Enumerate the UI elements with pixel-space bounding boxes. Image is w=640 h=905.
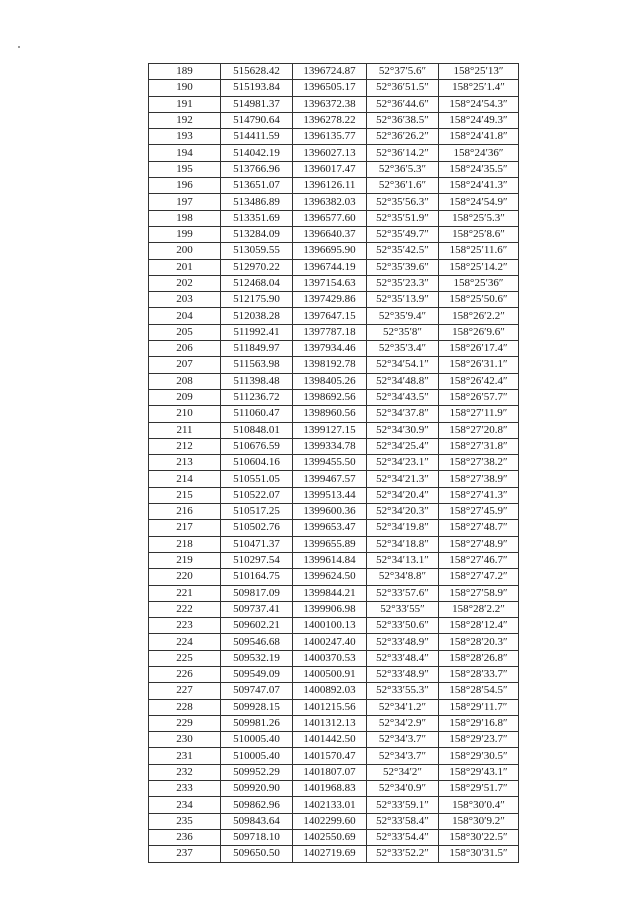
x-coordinate-cell: 513351.69 <box>221 210 293 226</box>
table-row <box>149 699 519 715</box>
point-number-cell: 223 <box>149 618 221 634</box>
longitude-cell: 158°28′54.5″ <box>439 683 519 699</box>
latitude-cell: 52°33′48.9″ <box>367 666 439 682</box>
point-number-cell: 205 <box>149 324 221 340</box>
latitude-cell: 52°34′19.8″ <box>367 520 439 536</box>
y-coordinate-cell: 1400892.03 <box>293 683 367 699</box>
longitude-cell: 158°27′11.9″ <box>439 406 519 422</box>
table-row <box>149 373 519 389</box>
y-coordinate-cell: 1397429.86 <box>293 292 367 308</box>
latitude-cell: 52°35′23.3″ <box>367 275 439 291</box>
point-number-cell: 230 <box>149 732 221 748</box>
x-coordinate-cell: 509650.50 <box>221 846 293 862</box>
y-coordinate-cell: 1396724.87 <box>293 64 367 80</box>
x-coordinate-cell: 509952.29 <box>221 764 293 780</box>
table-row <box>149 80 519 96</box>
point-number-cell: 194 <box>149 145 221 161</box>
x-coordinate-cell: 511563.98 <box>221 357 293 373</box>
table-row <box>149 129 519 145</box>
latitude-cell: 52°35′8″ <box>367 324 439 340</box>
y-coordinate-cell: 1401215.56 <box>293 699 367 715</box>
latitude-cell: 52°35′42.5″ <box>367 243 439 259</box>
coordinates-table <box>148 63 519 863</box>
y-coordinate-cell: 1396027.13 <box>293 145 367 161</box>
point-number-cell: 229 <box>149 715 221 731</box>
scan-speck <box>18 46 20 48</box>
table-row <box>149 96 519 112</box>
point-number-cell: 200 <box>149 243 221 259</box>
y-coordinate-cell: 1402550.69 <box>293 829 367 845</box>
table-row <box>149 438 519 454</box>
point-number-cell: 224 <box>149 634 221 650</box>
latitude-cell: 52°36′5.3″ <box>367 161 439 177</box>
x-coordinate-cell: 509928.15 <box>221 699 293 715</box>
latitude-cell: 52°33′57.6″ <box>367 585 439 601</box>
point-number-cell: 234 <box>149 797 221 813</box>
y-coordinate-cell: 1397934.46 <box>293 341 367 357</box>
table-row <box>149 601 519 617</box>
table-row <box>149 259 519 275</box>
point-number-cell: 226 <box>149 666 221 682</box>
latitude-cell: 52°34′8.8″ <box>367 569 439 585</box>
x-coordinate-cell: 509546.68 <box>221 634 293 650</box>
latitude-cell: 52°35′51.9″ <box>367 210 439 226</box>
y-coordinate-cell: 1396017.47 <box>293 161 367 177</box>
x-coordinate-cell: 510848.01 <box>221 422 293 438</box>
longitude-cell: 158°27′47.2″ <box>439 569 519 585</box>
table-row <box>149 781 519 797</box>
table-row <box>149 406 519 422</box>
x-coordinate-cell: 510604.16 <box>221 455 293 471</box>
longitude-cell: 158°25′1.4″ <box>439 80 519 96</box>
x-coordinate-cell: 514042.19 <box>221 145 293 161</box>
longitude-cell: 158°25′5.3″ <box>439 210 519 226</box>
latitude-cell: 52°35′9.4″ <box>367 308 439 324</box>
point-number-cell: 228 <box>149 699 221 715</box>
y-coordinate-cell: 1401968.83 <box>293 781 367 797</box>
x-coordinate-cell: 513059.55 <box>221 243 293 259</box>
y-coordinate-cell: 1396382.03 <box>293 194 367 210</box>
y-coordinate-cell: 1400370.53 <box>293 650 367 666</box>
y-coordinate-cell: 1396577.60 <box>293 210 367 226</box>
latitude-cell: 52°33′58.4″ <box>367 813 439 829</box>
table-row <box>149 275 519 291</box>
longitude-cell: 158°29′30.5″ <box>439 748 519 764</box>
longitude-cell: 158°27′31.8″ <box>439 438 519 454</box>
point-number-cell: 208 <box>149 373 221 389</box>
table-row <box>149 666 519 682</box>
longitude-cell: 158°30′0.4″ <box>439 797 519 813</box>
longitude-cell: 158°26′9.6″ <box>439 324 519 340</box>
point-number-cell: 204 <box>149 308 221 324</box>
table-row <box>149 634 519 650</box>
y-coordinate-cell: 1401442.50 <box>293 732 367 748</box>
y-coordinate-cell: 1401312.13 <box>293 715 367 731</box>
x-coordinate-cell: 510297.54 <box>221 552 293 568</box>
x-coordinate-cell: 515628.42 <box>221 64 293 80</box>
y-coordinate-cell: 1398192.78 <box>293 357 367 373</box>
y-coordinate-cell: 1396505.17 <box>293 80 367 96</box>
y-coordinate-cell: 1402133.01 <box>293 797 367 813</box>
longitude-cell: 158°29′51.7″ <box>439 781 519 797</box>
latitude-cell: 52°34′20.4″ <box>367 487 439 503</box>
y-coordinate-cell: 1399127.15 <box>293 422 367 438</box>
table-row <box>149 292 519 308</box>
table-row <box>149 226 519 242</box>
table-row <box>149 618 519 634</box>
x-coordinate-cell: 509843.64 <box>221 813 293 829</box>
y-coordinate-cell: 1396278.22 <box>293 112 367 128</box>
x-coordinate-cell: 509817.09 <box>221 585 293 601</box>
latitude-cell: 52°34′13.1″ <box>367 552 439 568</box>
latitude-cell: 52°34′21.3″ <box>367 471 439 487</box>
latitude-cell: 52°33′55″ <box>367 601 439 617</box>
point-number-cell: 214 <box>149 471 221 487</box>
longitude-cell: 158°24′49.3″ <box>439 112 519 128</box>
point-number-cell: 203 <box>149 292 221 308</box>
longitude-cell: 158°27′41.3″ <box>439 487 519 503</box>
longitude-cell: 158°27′48.7″ <box>439 520 519 536</box>
latitude-cell: 52°36′44.6″ <box>367 96 439 112</box>
point-number-cell: 216 <box>149 504 221 520</box>
x-coordinate-cell: 512038.28 <box>221 308 293 324</box>
y-coordinate-cell: 1400247.40 <box>293 634 367 650</box>
longitude-cell: 158°27′20.8″ <box>439 422 519 438</box>
latitude-cell: 52°34′43.5″ <box>367 389 439 405</box>
latitude-cell: 52°36′51.5″ <box>367 80 439 96</box>
table-row <box>149 112 519 128</box>
x-coordinate-cell: 514790.64 <box>221 112 293 128</box>
latitude-cell: 52°33′52.2″ <box>367 846 439 862</box>
latitude-cell: 52°34′48.8″ <box>367 373 439 389</box>
table-row <box>149 732 519 748</box>
table-row <box>149 569 519 585</box>
longitude-cell: 158°29′16.8″ <box>439 715 519 731</box>
point-number-cell: 221 <box>149 585 221 601</box>
latitude-cell: 52°35′56.3″ <box>367 194 439 210</box>
longitude-cell: 158°30′9.2″ <box>439 813 519 829</box>
longitude-cell: 158°27′45.9″ <box>439 504 519 520</box>
longitude-cell: 158°27′58.9″ <box>439 585 519 601</box>
point-number-cell: 197 <box>149 194 221 210</box>
table-row <box>149 357 519 373</box>
latitude-cell: 52°37′5.6″ <box>367 64 439 80</box>
point-number-cell: 236 <box>149 829 221 845</box>
latitude-cell: 52°34′0.9″ <box>367 781 439 797</box>
table-row <box>149 178 519 194</box>
x-coordinate-cell: 509747.07 <box>221 683 293 699</box>
table-row <box>149 504 519 520</box>
latitude-cell: 52°34′37.8″ <box>367 406 439 422</box>
latitude-cell: 52°35′13.9″ <box>367 292 439 308</box>
longitude-cell: 158°24′35.5″ <box>439 161 519 177</box>
point-number-cell: 202 <box>149 275 221 291</box>
longitude-cell: 158°28′26.8″ <box>439 650 519 666</box>
x-coordinate-cell: 510676.59 <box>221 438 293 454</box>
longitude-cell: 158°27′46.7″ <box>439 552 519 568</box>
y-coordinate-cell: 1399624.50 <box>293 569 367 585</box>
table-row <box>149 748 519 764</box>
point-number-cell: 217 <box>149 520 221 536</box>
longitude-cell: 158°27′48.9″ <box>439 536 519 552</box>
longitude-cell: 158°24′54.3″ <box>439 96 519 112</box>
latitude-cell: 52°36′14.2″ <box>367 145 439 161</box>
y-coordinate-cell: 1399906.98 <box>293 601 367 617</box>
longitude-cell: 158°25′8.6″ <box>439 226 519 242</box>
point-number-cell: 190 <box>149 80 221 96</box>
latitude-cell: 52°35′39.6″ <box>367 259 439 275</box>
longitude-cell: 158°26′2.2″ <box>439 308 519 324</box>
y-coordinate-cell: 1397647.15 <box>293 308 367 324</box>
point-number-cell: 207 <box>149 357 221 373</box>
y-coordinate-cell: 1402719.69 <box>293 846 367 862</box>
point-number-cell: 199 <box>149 226 221 242</box>
x-coordinate-cell: 509737.41 <box>221 601 293 617</box>
point-number-cell: 210 <box>149 406 221 422</box>
latitude-cell: 52°34′2″ <box>367 764 439 780</box>
x-coordinate-cell: 511060.47 <box>221 406 293 422</box>
x-coordinate-cell: 510471.37 <box>221 536 293 552</box>
x-coordinate-cell: 511236.72 <box>221 389 293 405</box>
longitude-cell: 158°24′36″ <box>439 145 519 161</box>
longitude-cell: 158°26′57.7″ <box>439 389 519 405</box>
x-coordinate-cell: 512175.90 <box>221 292 293 308</box>
longitude-cell: 158°24′41.3″ <box>439 178 519 194</box>
y-coordinate-cell: 1400100.13 <box>293 618 367 634</box>
point-number-cell: 198 <box>149 210 221 226</box>
y-coordinate-cell: 1398405.26 <box>293 373 367 389</box>
point-number-cell: 235 <box>149 813 221 829</box>
y-coordinate-cell: 1399600.36 <box>293 504 367 520</box>
longitude-cell: 158°25′11.6″ <box>439 243 519 259</box>
x-coordinate-cell: 511992.41 <box>221 324 293 340</box>
longitude-cell: 158°27′38.9″ <box>439 471 519 487</box>
point-number-cell: 225 <box>149 650 221 666</box>
point-number-cell: 193 <box>149 129 221 145</box>
x-coordinate-cell: 511849.97 <box>221 341 293 357</box>
point-number-cell: 222 <box>149 601 221 617</box>
point-number-cell: 218 <box>149 536 221 552</box>
x-coordinate-cell: 509718.10 <box>221 829 293 845</box>
longitude-cell: 158°28′33.7″ <box>439 666 519 682</box>
x-coordinate-cell: 513486.89 <box>221 194 293 210</box>
latitude-cell: 52°34′3.7″ <box>367 732 439 748</box>
latitude-cell: 52°34′20.3″ <box>367 504 439 520</box>
x-coordinate-cell: 510522.07 <box>221 487 293 503</box>
latitude-cell: 52°33′48.4″ <box>367 650 439 666</box>
longitude-cell: 158°30′31.5″ <box>439 846 519 862</box>
latitude-cell: 52°33′59.1″ <box>367 797 439 813</box>
table-row <box>149 683 519 699</box>
latitude-cell: 52°33′48.9″ <box>367 634 439 650</box>
latitude-cell: 52°33′50.6″ <box>367 618 439 634</box>
x-coordinate-cell: 510005.40 <box>221 732 293 748</box>
latitude-cell: 52°36′38.5″ <box>367 112 439 128</box>
table-row <box>149 715 519 731</box>
x-coordinate-cell: 513651.07 <box>221 178 293 194</box>
table-row <box>149 829 519 845</box>
latitude-cell: 52°34′54.1″ <box>367 357 439 373</box>
table-row <box>149 308 519 324</box>
x-coordinate-cell: 510551.05 <box>221 471 293 487</box>
point-number-cell: 233 <box>149 781 221 797</box>
point-number-cell: 201 <box>149 259 221 275</box>
x-coordinate-cell: 510005.40 <box>221 748 293 764</box>
table-row <box>149 552 519 568</box>
y-coordinate-cell: 1398692.56 <box>293 389 367 405</box>
x-coordinate-cell: 512970.22 <box>221 259 293 275</box>
point-number-cell: 211 <box>149 422 221 438</box>
table-row <box>149 194 519 210</box>
table-row <box>149 243 519 259</box>
table-row <box>149 813 519 829</box>
table-row <box>149 324 519 340</box>
table-row <box>149 520 519 536</box>
point-number-cell: 191 <box>149 96 221 112</box>
table-row <box>149 764 519 780</box>
table-row <box>149 145 519 161</box>
y-coordinate-cell: 1396744.19 <box>293 259 367 275</box>
y-coordinate-cell: 1399614.84 <box>293 552 367 568</box>
longitude-cell: 158°24′54.9″ <box>439 194 519 210</box>
y-coordinate-cell: 1397787.18 <box>293 324 367 340</box>
longitude-cell: 158°24′41.8″ <box>439 129 519 145</box>
x-coordinate-cell: 509532.19 <box>221 650 293 666</box>
latitude-cell: 52°35′49.7″ <box>367 226 439 242</box>
table-row <box>149 389 519 405</box>
y-coordinate-cell: 1396640.37 <box>293 226 367 242</box>
point-number-cell: 195 <box>149 161 221 177</box>
y-coordinate-cell: 1401807.07 <box>293 764 367 780</box>
table-row <box>149 210 519 226</box>
latitude-cell: 52°34′1.2″ <box>367 699 439 715</box>
x-coordinate-cell: 513284.09 <box>221 226 293 242</box>
y-coordinate-cell: 1399844.21 <box>293 585 367 601</box>
point-number-cell: 231 <box>149 748 221 764</box>
coordinates-table-body <box>149 64 519 863</box>
point-number-cell: 215 <box>149 487 221 503</box>
point-number-cell: 237 <box>149 846 221 862</box>
longitude-cell: 158°28′20.3″ <box>439 634 519 650</box>
point-number-cell: 213 <box>149 455 221 471</box>
x-coordinate-cell: 515193.84 <box>221 80 293 96</box>
y-coordinate-cell: 1399655.89 <box>293 536 367 552</box>
y-coordinate-cell: 1401570.47 <box>293 748 367 764</box>
x-coordinate-cell: 512468.04 <box>221 275 293 291</box>
latitude-cell: 52°36′26.2″ <box>367 129 439 145</box>
point-number-cell: 220 <box>149 569 221 585</box>
x-coordinate-cell: 510502.76 <box>221 520 293 536</box>
x-coordinate-cell: 509981.26 <box>221 715 293 731</box>
latitude-cell: 52°34′30.9″ <box>367 422 439 438</box>
point-number-cell: 212 <box>149 438 221 454</box>
point-number-cell: 227 <box>149 683 221 699</box>
y-coordinate-cell: 1402299.60 <box>293 813 367 829</box>
x-coordinate-cell: 509920.90 <box>221 781 293 797</box>
table-row <box>149 455 519 471</box>
table-row <box>149 64 519 80</box>
y-coordinate-cell: 1399455.50 <box>293 455 367 471</box>
longitude-cell: 158°30′22.5″ <box>439 829 519 845</box>
longitude-cell: 158°25′50.6″ <box>439 292 519 308</box>
y-coordinate-cell: 1398960.56 <box>293 406 367 422</box>
point-number-cell: 232 <box>149 764 221 780</box>
point-number-cell: 206 <box>149 341 221 357</box>
y-coordinate-cell: 1397154.63 <box>293 275 367 291</box>
table-row <box>149 161 519 177</box>
y-coordinate-cell: 1396695.90 <box>293 243 367 259</box>
table-row <box>149 471 519 487</box>
y-coordinate-cell: 1399513.44 <box>293 487 367 503</box>
longitude-cell: 158°27′38.2″ <box>439 455 519 471</box>
longitude-cell: 158°26′17.4″ <box>439 341 519 357</box>
y-coordinate-cell: 1396135.77 <box>293 129 367 145</box>
y-coordinate-cell: 1396126.11 <box>293 178 367 194</box>
y-coordinate-cell: 1400500.91 <box>293 666 367 682</box>
y-coordinate-cell: 1399467.57 <box>293 471 367 487</box>
point-number-cell: 209 <box>149 389 221 405</box>
table-row <box>149 487 519 503</box>
point-number-cell: 196 <box>149 178 221 194</box>
x-coordinate-cell: 510164.75 <box>221 569 293 585</box>
latitude-cell: 52°34′18.8″ <box>367 536 439 552</box>
table-row <box>149 536 519 552</box>
x-coordinate-cell: 513766.96 <box>221 161 293 177</box>
latitude-cell: 52°35′3.4″ <box>367 341 439 357</box>
latitude-cell: 52°34′3.7″ <box>367 748 439 764</box>
latitude-cell: 52°34′25.4″ <box>367 438 439 454</box>
point-number-cell: 189 <box>149 64 221 80</box>
longitude-cell: 158°28′12.4″ <box>439 618 519 634</box>
longitude-cell: 158°25′13″ <box>439 64 519 80</box>
table-row <box>149 341 519 357</box>
table-row <box>149 585 519 601</box>
longitude-cell: 158°29′43.1″ <box>439 764 519 780</box>
longitude-cell: 158°26′31.1″ <box>439 357 519 373</box>
x-coordinate-cell: 509602.21 <box>221 618 293 634</box>
longitude-cell: 158°29′11.7″ <box>439 699 519 715</box>
table-row <box>149 797 519 813</box>
point-number-cell: 219 <box>149 552 221 568</box>
longitude-cell: 158°29′23.7″ <box>439 732 519 748</box>
y-coordinate-cell: 1399653.47 <box>293 520 367 536</box>
x-coordinate-cell: 514981.37 <box>221 96 293 112</box>
table-row <box>149 846 519 862</box>
latitude-cell: 52°33′55.3″ <box>367 683 439 699</box>
y-coordinate-cell: 1396372.38 <box>293 96 367 112</box>
longitude-cell: 158°28′2.2″ <box>439 601 519 617</box>
point-number-cell: 192 <box>149 112 221 128</box>
x-coordinate-cell: 509549.09 <box>221 666 293 682</box>
latitude-cell: 52°33′54.4″ <box>367 829 439 845</box>
longitude-cell: 158°26′42.4″ <box>439 373 519 389</box>
table-row <box>149 650 519 666</box>
x-coordinate-cell: 511398.48 <box>221 373 293 389</box>
latitude-cell: 52°34′23.1″ <box>367 455 439 471</box>
x-coordinate-cell: 510517.25 <box>221 504 293 520</box>
latitude-cell: 52°34′2.9″ <box>367 715 439 731</box>
table-row <box>149 422 519 438</box>
y-coordinate-cell: 1399334.78 <box>293 438 367 454</box>
x-coordinate-cell: 514411.59 <box>221 129 293 145</box>
x-coordinate-cell: 509862.96 <box>221 797 293 813</box>
longitude-cell: 158°25′14.2″ <box>439 259 519 275</box>
longitude-cell: 158°25′36″ <box>439 275 519 291</box>
latitude-cell: 52°36′1.6″ <box>367 178 439 194</box>
